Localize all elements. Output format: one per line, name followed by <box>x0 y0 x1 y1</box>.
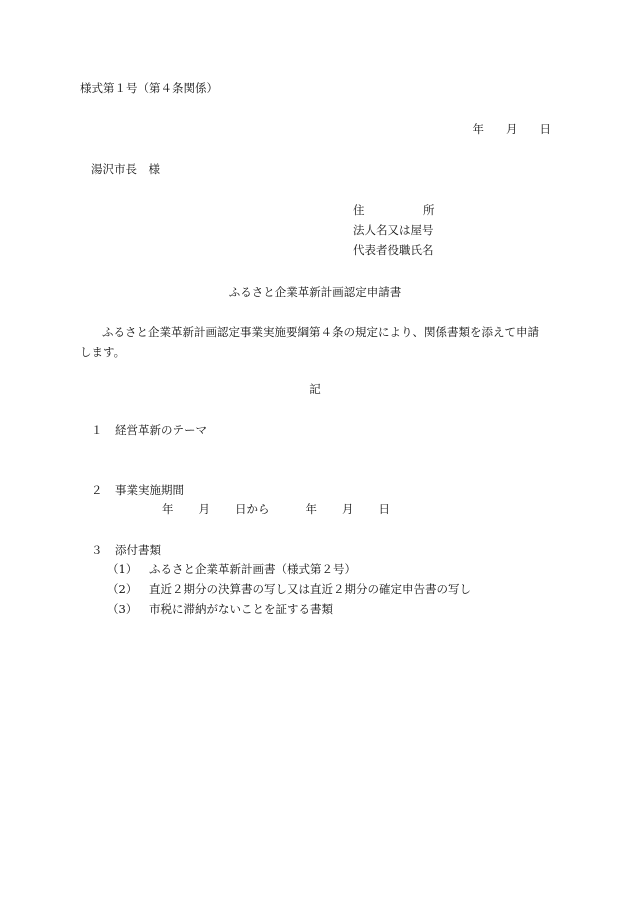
section-label: 経営革新のテーマ <box>115 423 207 437</box>
section-number: ２ <box>91 483 103 497</box>
attachment-text: ふるさと企業革新計画書（様式第２号） <box>149 562 356 576</box>
period-end-day: 日 <box>378 502 390 516</box>
ki-heading: 記 <box>309 382 321 396</box>
implementation-period <box>162 501 390 517</box>
corporate-name-label: 法人名又は屋号 <box>353 223 434 237</box>
statement-line-2: します。 <box>80 345 126 359</box>
attachment-number: （3） <box>107 602 138 616</box>
application-statement <box>80 322 552 362</box>
section-number: ３ <box>91 543 103 557</box>
attachment-text: 市税に滞納がないことを証する書類 <box>149 602 333 616</box>
representative-label: 代表者役職氏名 <box>353 243 434 257</box>
document-title: ふるさと企業革新計画認定申請書 <box>228 285 402 299</box>
period-start-year: 年 <box>162 502 174 516</box>
date-month-label: 月 <box>506 122 518 136</box>
attachment-number: （2） <box>107 582 138 596</box>
attachment-number: （1） <box>107 562 138 576</box>
section-attachments <box>91 542 161 558</box>
date-day-label: 日 <box>539 122 551 136</box>
applicant-address-row <box>353 200 435 220</box>
section-label: 事業実施期間 <box>115 483 184 497</box>
section-period <box>91 482 184 498</box>
period-end-year: 年 <box>305 502 317 516</box>
attachment-item <box>107 601 333 617</box>
period-start-day: 日から <box>235 502 270 516</box>
period-start-month: 月 <box>198 502 210 516</box>
date-year-label: 年 <box>472 122 484 136</box>
section-number: １ <box>91 423 103 437</box>
statement-line-1: ふるさと企業革新計画認定事業実施要綱第４条の規定により、関係書類を添えて申請 <box>102 325 539 339</box>
attachment-text: 直近２期分の決算書の写し又は直近２期分の確定申告書の写し <box>149 582 471 596</box>
form-number-label: 様式第１号（第４条関係） <box>80 81 218 95</box>
section-theme <box>91 422 207 438</box>
address-label-part2: 所 <box>423 203 435 217</box>
period-end-month: 月 <box>342 502 354 516</box>
applicant-block <box>353 200 435 260</box>
application-date <box>473 121 552 137</box>
section-label: 添付書類 <box>115 543 161 557</box>
addressee: 湯沢市長 様 <box>91 162 160 176</box>
attachment-item <box>107 581 471 597</box>
attachment-item <box>107 561 356 577</box>
address-label-part1: 住 <box>353 203 365 217</box>
